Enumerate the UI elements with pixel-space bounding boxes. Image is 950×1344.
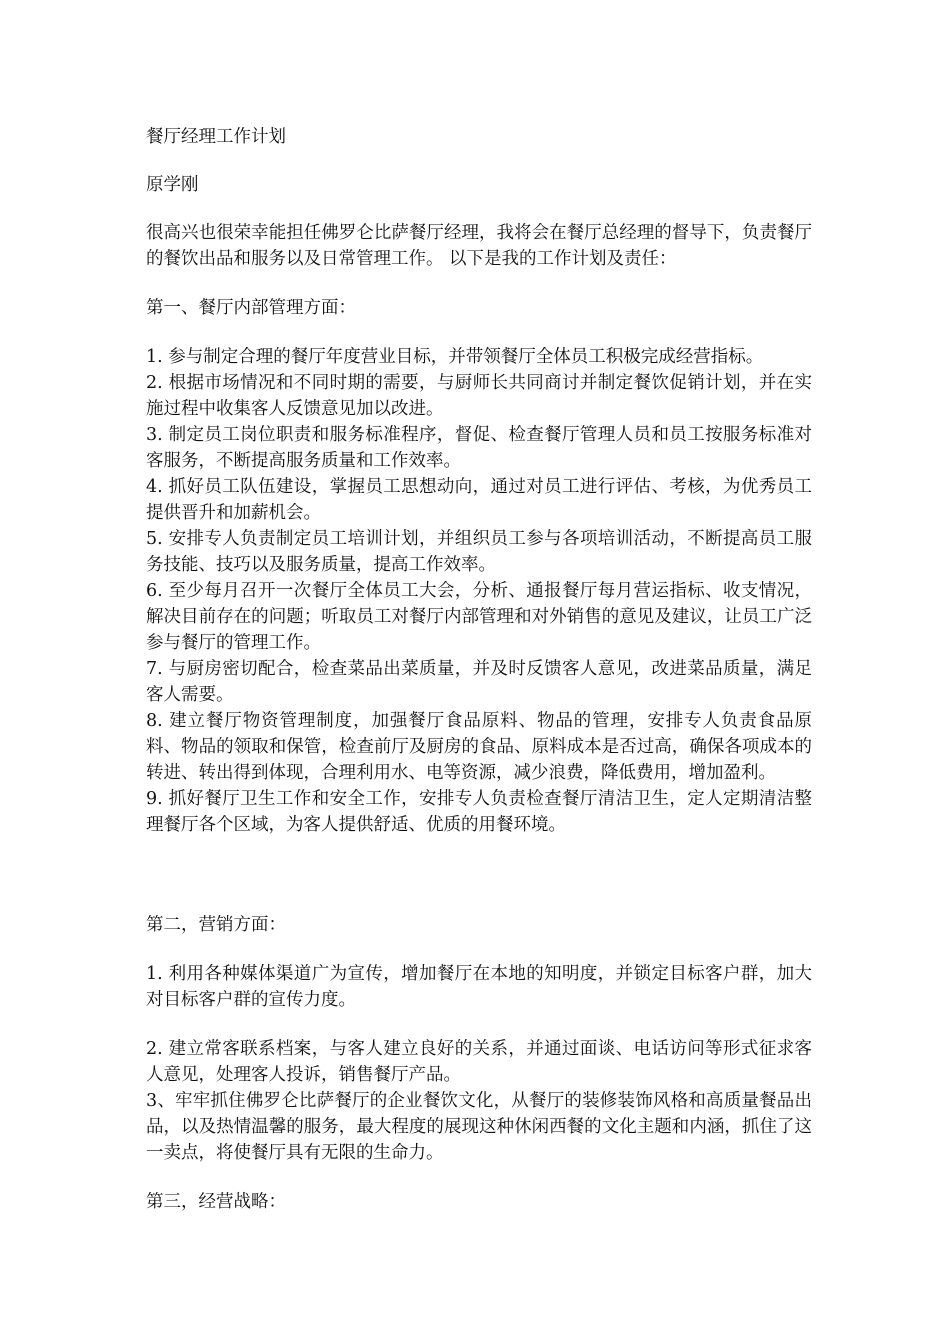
blank-spacer	[146, 838, 812, 912]
list-item: 2. 根据市场情况和不同时期的需要，与厨师长共同商讨并制定餐饮促销计划，并在实施过程中收集客人反馈意见加以改进。	[146, 373, 812, 419]
list-item: 3、牢牢抓住佛罗仑比萨餐厅的企业餐饮文化，从餐厅的装修装饰风格和高质量餐品出品，以及热情温馨的服务，最大程度的展现这种休闲西餐的文化主题和内涵，抓住了这一卖点，将使餐厅具有无限的生命力。	[146, 1091, 812, 1163]
list-item: 5. 安排专人负责制定员工培训计划，并组织员工参与各项培训活动，不断提高员工服务技能、技巧以及服务质量，提高工作效率。	[146, 529, 812, 575]
section-1-list	[146, 344, 812, 838]
list-item: 4. 抓好员工队伍建设，掌握员工思想动向，通过对员工进行评估、考核，为优秀员工提供晋升和加薪机会。	[146, 477, 812, 523]
blank-spacer	[146, 1166, 812, 1189]
section-1-heading: 第一、餐厅内部管理方面：	[146, 298, 356, 318]
list-item: 9. 抓好餐厅卫生工作和安全工作，安排专人负责检查餐厅清洁卫生，定人定期清洁整理餐厅各个区域，为客人提供舒适、优质的用餐环境。	[146, 789, 812, 835]
document-title: 餐厅经理工作计划	[146, 127, 286, 147]
intro-paragraph: 很高兴也很荣幸能担任佛罗仑比萨餐厅经理，我将会在餐厅总经理的督导下，负责餐厅的餐饮出品和服务以及日常管理工作。 以下是我的工作计划及责任：	[146, 223, 812, 269]
section-2-heading: 第二，营销方面：	[146, 915, 286, 935]
list-item: 1. 利用各种媒体渠道广为宣传，增加餐厅在本地的知明度，并锁定目标客户群，加大对目标客户群的宣传力度。	[146, 964, 812, 1010]
section-3-heading: 第三，经营战略：	[146, 1192, 286, 1212]
document-author: 原学刚	[146, 175, 199, 195]
list-item: 2. 建立常客联系档案，与客人建立良好的关系，并通过面谈、电话访问等形式征求客人意见，处理客人投诉，销售餐厅产品。	[146, 1039, 812, 1085]
blank-spacer	[146, 1013, 812, 1036]
list-item: 7. 与厨房密切配合，检查菜品出菜质量，并及时反馈客人意见，改进菜品质量，满足客人需要。	[146, 659, 812, 705]
list-item: 1. 参与制定合理的餐厅年度营业目标，并带领餐厅全体员工积极完成经营指标。	[146, 347, 764, 367]
list-item: 6. 至少每月召开一次餐厅全体员工大会，分析、通报餐厅每月营运指标、收支情况，解决目前存在的问题；听取员工对餐厅内部管理和对外销售的意见及建议，让员工广泛参与餐厅的管理工作。	[146, 581, 812, 653]
list-item: 8. 建立餐厅物资管理制度，加强餐厅食品原料、物品的管理，安排专人负责食品原料、物品的领取和保管，检查前厅及厨房的食品、原料成本是否过高，确保各项成本的转进、转出得到体现，合理利用水、电等资源，减少浪费，降低费用，增加盈利。	[146, 711, 812, 783]
list-item: 3. 制定员工岗位职责和服务标准程序，督促、检查餐厅管理人员和员工按服务标准对客服务，不断提高服务质量和工作效率。	[146, 425, 812, 471]
document-page	[146, 124, 812, 1215]
